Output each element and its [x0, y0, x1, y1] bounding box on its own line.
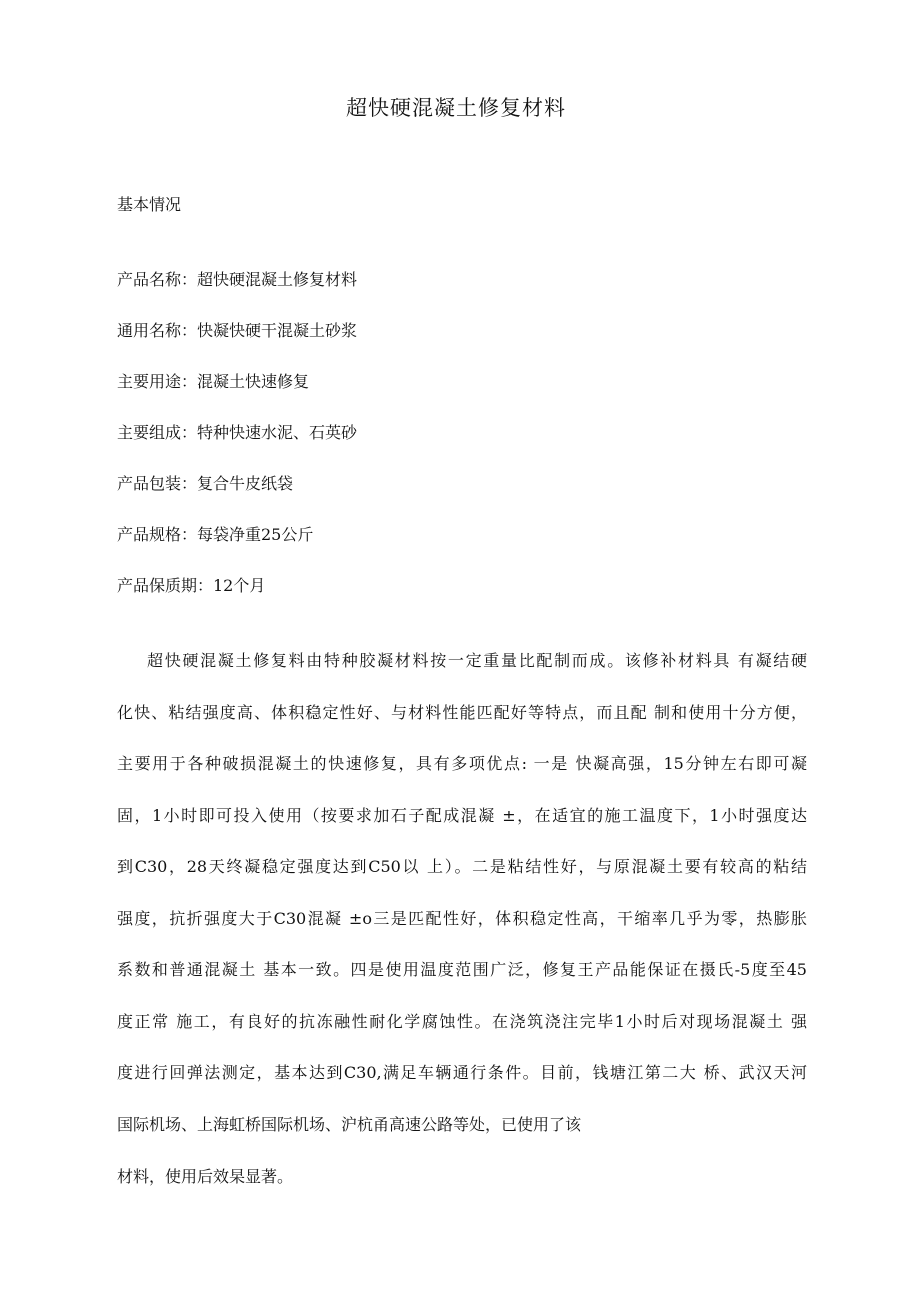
paragraph-line: 国际机场、上海虹桥国际机场、沪杭甬高速公路等处，已使用了该: [117, 1114, 582, 1134]
paragraph-tail-line: 材料，使用后效杲显著。: [117, 1167, 294, 1186]
info-item-spec: 产品规格：每袋净重25公斤: [117, 525, 314, 544]
paragraph-line: 固，1小时即可投入使用（按要求加石子配成混凝 ±，在适宜的施工温度下，1小时强度达: [117, 805, 807, 825]
section-heading: 基本情况: [117, 195, 182, 214]
paragraph-line: 化快、粘结强度高、体积稳定性好、与材料性能匹配好等特点，而且配 制和使用十分方便，: [117, 702, 807, 722]
info-item-name: 产品名称：超快硬混凝土修复材料: [117, 270, 358, 289]
info-item-packaging: 产品包装：复合牛皮纸袋: [117, 474, 294, 493]
body-paragraph: [117, 649, 807, 1164]
paragraph-line: 主要用于各种破损混凝土的快速修复，具有多项优点: 一是 快凝高强，15分钟左右即可凝: [117, 754, 807, 773]
paragraph-line: 强度，抗折强度大于C30混凝 ±o三是匹配性好，体积稳定性高，干缩率几乎为零，热膨胀: [117, 908, 807, 928]
product-info-list: [117, 268, 357, 625]
paragraph-line: 系数和普通混凝土 基本一致。四是使用温度范围广泛，修复王产品能保证在摄氏-5度至45: [117, 960, 807, 979]
paragraph-line: 度进行回弹法测定，基本达到C30,满足车辆通行条件。目前，钱塘江第二大 桥、武汉天河: [117, 1063, 807, 1082]
document-title: 超快硬混凝土修复材料: [346, 96, 566, 120]
paragraph-line: 度正常 施工，有良好的抗冻融性耐化学腐蚀性。在浇筑浇注完毕1小时后对现场混凝土 强: [117, 1011, 807, 1031]
paragraph-line: 超快硬混凝土修复料由特种胶凝材料按一定重量比配制而成。该修补材料具 有凝结硬: [147, 651, 807, 670]
info-item-common-name: 通用名称：快凝快硬干混凝土砂浆: [117, 321, 358, 340]
info-item-usage: 主要用途：混凝土快速修复: [117, 372, 310, 391]
info-item-shelf-life: 产品保质期：12个月: [117, 576, 266, 595]
info-item-composition: 主要组成：特种快速水泥、石英砂: [117, 423, 358, 442]
paragraph-line: 到C30，28天终凝稳定强度达到C50以 上）。二是粘结性好，与原混凝土要有较高的粘结: [117, 857, 807, 876]
